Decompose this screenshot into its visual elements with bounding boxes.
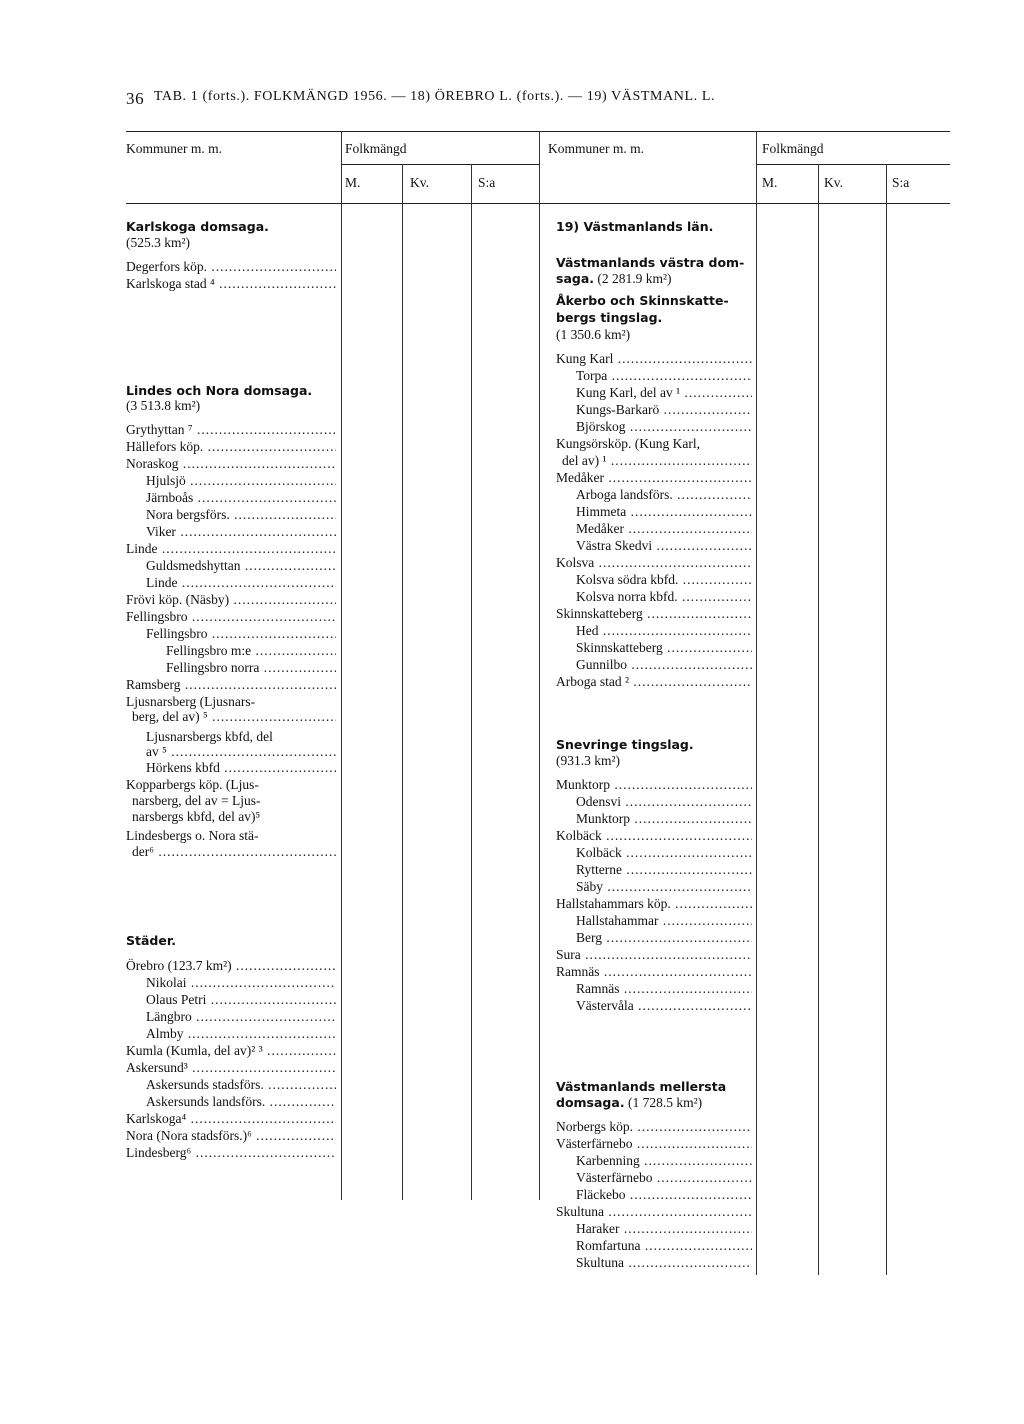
- row-label: Skinnskatteberg .....: [556, 606, 752, 621]
- row-label: Ramnäs .....: [556, 964, 752, 979]
- row-label: Karlskoga stad ⁴ .....: [126, 276, 336, 291]
- section-heading: bergs tingslag.: [556, 310, 663, 325]
- header-bottom-rule: [126, 203, 950, 204]
- row-label: Kung Karl .....: [556, 351, 752, 366]
- column-rule: [402, 164, 403, 1200]
- section-heading: Lindes och Nora domsaga.: [126, 383, 313, 398]
- row-label: Skultuna .....: [576, 1255, 752, 1270]
- section-heading: Västmanlands västra dom-: [556, 255, 745, 270]
- row-label: Olaus Petri .....: [146, 992, 336, 1007]
- section-heading: [556, 1095, 702, 1110]
- row-label: Lindesbergs o. Nora stä-: [126, 828, 259, 843]
- row-label: Fellingsbro .....: [126, 609, 336, 624]
- section-heading: Västmanlands mellersta: [556, 1079, 727, 1094]
- row-label: Romfartuna .....: [576, 1238, 752, 1253]
- row-label: Kungs-Barkarö .....: [576, 402, 752, 417]
- column-rule: [886, 164, 887, 1275]
- row-label: Örebro (123.7 km²) .....: [126, 958, 336, 973]
- row-label: Medåker .....: [556, 470, 752, 485]
- row-label: Arboga landsförs. .....: [576, 487, 752, 502]
- row-label: Fellingsbro m:e .....: [166, 643, 336, 658]
- row-label: Kolsva södra kbfd. .....: [576, 572, 752, 587]
- section-heading: Karlskoga domsaga.: [126, 219, 269, 234]
- header-top-rule: [126, 131, 950, 132]
- row-label: Västra Skedvi .....: [576, 538, 752, 553]
- row-label: Fellingsbro norra .....: [166, 660, 336, 675]
- row-label: Hallstahammars köp. .....: [556, 896, 752, 911]
- left-sa-header: S:a: [478, 175, 496, 190]
- row-label: Nora (Nora stadsförs.)⁶ .....: [126, 1128, 336, 1143]
- row-label: Munktorp .....: [576, 811, 752, 826]
- row-label: Kungsörsköp. (Kung Karl,: [556, 436, 700, 451]
- row-label: Almby .....: [146, 1026, 336, 1041]
- row-label: Längbro .....: [146, 1009, 336, 1024]
- column-rule: [471, 164, 472, 1200]
- right-m-header: M.: [762, 175, 778, 190]
- left-kommuner-header: Kommuner m. m.: [126, 141, 222, 156]
- row-label: del av) ¹ .....: [562, 453, 752, 468]
- row-label: Ljusnarsberg (Ljusnars-: [126, 694, 256, 709]
- row-label: Kung Karl, del av ¹ .....: [576, 385, 752, 400]
- row-label: Viker .....: [146, 524, 336, 539]
- row-label: Frövi köp. (Näsby) .....: [126, 592, 336, 607]
- row-label: Skinnskatteberg .....: [576, 640, 752, 655]
- row-label: Hed .....: [576, 623, 752, 638]
- row-label: Linde .....: [146, 575, 336, 590]
- row-label: Haraker .....: [576, 1221, 752, 1236]
- row-label: av ⁵ .....: [146, 744, 336, 759]
- row-label: Medåker .....: [576, 521, 752, 536]
- row-label: Hörkens kbfd .....: [146, 760, 336, 775]
- row-label: Sura .....: [556, 947, 752, 962]
- row-label: Säby .....: [576, 879, 752, 894]
- row-label: Björskog .....: [576, 419, 752, 434]
- table-title: TAB. 1 (forts.). FOLKMÄNGD 1956. — 18) ÖREBRO L. (forts.). — 19) VÄSTMANL. L.: [153, 89, 716, 104]
- row-label: Karbenning .....: [576, 1153, 752, 1168]
- row-label: Torpa .....: [576, 368, 752, 383]
- left-folkmangd-header: Folkmängd: [345, 141, 407, 156]
- row-label: Gunnilbo .....: [576, 657, 752, 672]
- row-label: Västervåla .....: [576, 998, 752, 1013]
- right-subheader-rule: [756, 164, 950, 165]
- row-label: Kolsva .....: [556, 555, 752, 570]
- section-heading: Snevringe tingslag.: [556, 737, 694, 752]
- row-label: Skultuna .....: [556, 1204, 752, 1219]
- row-label: Hjulsjö .....: [146, 473, 336, 488]
- section-area: (2 281.9 km²): [594, 271, 672, 286]
- row-label: Arboga stad ² .....: [556, 674, 752, 689]
- section-heading: Åkerbo och Skinnskatte-: [556, 293, 729, 308]
- row-label: Rytterne .....: [576, 862, 752, 877]
- row-label: der⁶ .....: [132, 844, 336, 859]
- row-label: Lindesberg⁶ .....: [126, 1145, 336, 1160]
- row-label: Karlskoga⁴ .....: [126, 1111, 336, 1126]
- row-label: narsberg, del av = Ljus-: [132, 793, 261, 808]
- page-number: 36: [126, 89, 145, 108]
- row-label: Fellingsbro .....: [146, 626, 336, 641]
- right-sa-header: S:a: [892, 175, 910, 190]
- row-label: Västerfärnebo .....: [576, 1170, 752, 1185]
- left-m-header: M.: [345, 175, 361, 190]
- row-label: Hällefors köp. .....: [126, 439, 336, 454]
- row-label: Munktorp .....: [556, 777, 752, 792]
- row-label: (1 350.6 km²): [556, 327, 631, 342]
- row-label: Ljusnarsbergs kbfd, del: [146, 729, 273, 744]
- column-rule: [756, 131, 757, 1275]
- row-label: Noraskog .....: [126, 456, 336, 471]
- row-label: Guldsmedshyttan .....: [146, 558, 336, 573]
- row-label: Himmeta .....: [576, 504, 752, 519]
- row-label: Askersunds stadsförs. .....: [146, 1077, 336, 1092]
- section-heading: 19) Västmanlands län.: [556, 219, 714, 234]
- row-label: Hallstahammar .....: [576, 913, 752, 928]
- row-label: Kopparbergs köp. (Ljus-: [126, 777, 259, 792]
- column-rule: [818, 164, 819, 1275]
- page-header: [126, 89, 716, 108]
- row-label: Fläckebo .....: [576, 1187, 752, 1202]
- section-heading-bold: domsaga.: [556, 1095, 625, 1110]
- row-label: Grythyttan ⁷ .....: [126, 422, 336, 437]
- row-label: Norbergs köp. .....: [556, 1119, 752, 1134]
- row-label: Nikolai .....: [146, 975, 336, 990]
- row-label: Kolsva norra kbfd. .....: [576, 589, 752, 604]
- row-label: Järnboås .....: [146, 490, 336, 505]
- row-label: narsbergs kbfd, del av)⁵: [132, 809, 261, 824]
- row-label: Nora bergsförs. .....: [146, 507, 336, 522]
- right-folkmangd-header: Folkmängd: [762, 141, 824, 156]
- right-kommuner-header: Kommuner m. m.: [548, 141, 644, 156]
- row-label: Kolbäck .....: [576, 845, 752, 860]
- row-label: Kolbäck .....: [556, 828, 752, 843]
- section-area: (1 728.5 km²): [624, 1095, 703, 1110]
- row-label: Degerfors köp. .....: [126, 259, 336, 274]
- row-label: (3 513.8 km²): [126, 398, 201, 413]
- row-label: Linde .....: [126, 541, 336, 556]
- row-label: (931.3 km²): [556, 753, 621, 768]
- left-kv-header: Kv.: [410, 175, 429, 190]
- row-label: Odensvi .....: [576, 794, 752, 809]
- row-label: Kumla (Kumla, del av)² ³ .....: [126, 1043, 336, 1058]
- section-heading-bold: saga.: [556, 271, 595, 286]
- row-label: Ramnäs .....: [576, 981, 752, 996]
- row-label: berg, del av) ⁵ .....: [132, 709, 336, 724]
- left-subheader-rule: [341, 164, 539, 165]
- section-heading: Städer.: [126, 933, 176, 948]
- section-heading: [556, 271, 672, 286]
- row-label: Askersund³ .....: [126, 1060, 336, 1075]
- column-rule: [341, 131, 342, 1200]
- column-rule: [539, 131, 540, 1200]
- right-kv-header: Kv.: [824, 175, 843, 190]
- row-label: Ramsberg .....: [126, 677, 336, 692]
- row-label: Västerfärnebo .....: [556, 1136, 752, 1151]
- row-label: Askersunds landsförs. .....: [146, 1094, 336, 1109]
- row-label: Berg .....: [576, 930, 752, 945]
- row-label: (525.3 km²): [126, 235, 191, 250]
